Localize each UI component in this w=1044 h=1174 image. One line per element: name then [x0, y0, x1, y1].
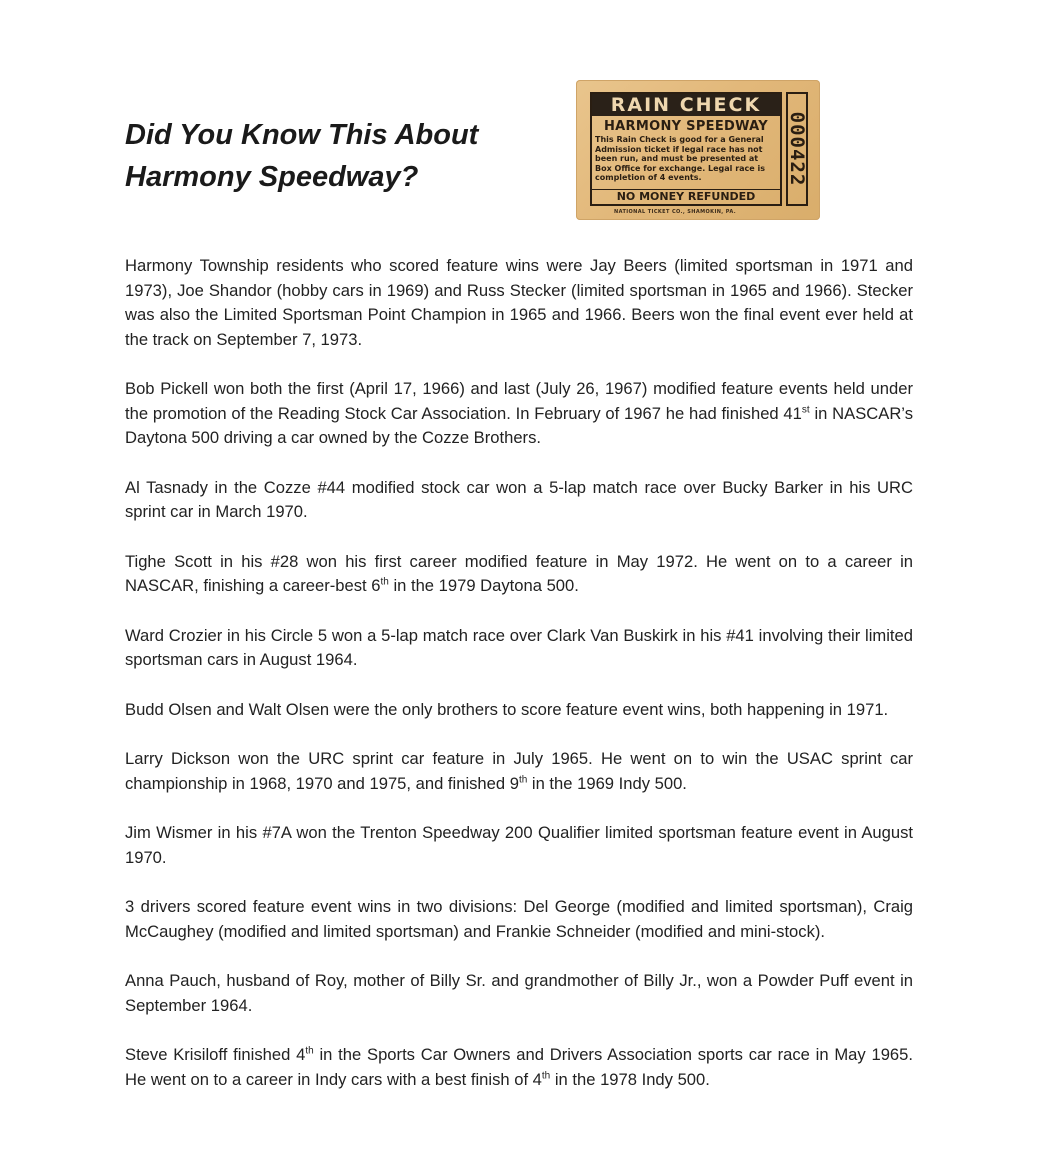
paragraph-text: in the 1969 Indy 500. — [527, 773, 687, 793]
ordinal-superscript: th — [541, 1069, 551, 1081]
ticket-main-panel — [590, 92, 782, 206]
ticket-header: RAIN CHECK — [592, 94, 780, 116]
paragraph-text: Harmony Township residents who scored feature wins were Jay Beers (limited sportsman in 1971 and 1973), Joe Shandor (hobby cars in 1969) and Russ Stecker (limited sportsman in 1965 and 1966). Stecker was also the Limited Sportsman Point Champion in 1965 and 1966. Beers won the final event ever held at the track on September 7, 1973. — [125, 256, 913, 349]
paragraph-text: Ward Crozier in his Circle 5 won a 5-lap match race over Clark Van Buskirk in his #41 involving their limited sportsman cars in August 1964. — [125, 625, 913, 669]
ordinal-superscript: th — [305, 1045, 314, 1057]
paragraph — [125, 698, 913, 723]
paragraph-text: in NASCAR’s Daytona 500 driving a car owned by the Cozze Brothers. — [125, 403, 913, 447]
ticket-printer-credit: NATIONAL TICKET CO., SHAMOKIN, PA. — [614, 209, 737, 215]
paragraph — [125, 821, 913, 870]
paragraph-text: Budd Olsen and Walt Olsen were the only brothers to score feature event wins, both happening in 1971. — [125, 699, 889, 719]
paragraph-text: Al Tasnady in the Cozze #44 modified stock car won a 5-lap match race over Bucky Barker in his URC sprint car in March 1970. — [125, 477, 913, 521]
ticket-venue-name: HARMONY SPEEDWAY — [604, 119, 768, 134]
ticket-serial-number: 000422 — [786, 111, 808, 187]
paragraph-text: in the 1979 Daytona 500. — [388, 576, 579, 595]
page-title-line-2: Harmony Speedway? — [125, 161, 419, 193]
paragraph-text: Tighe Scott in his #28 won his first career modified feature in May 1972. He went on to a career in NASCAR, finishing a career-best 6 — [125, 551, 913, 595]
ticket-number-panel — [786, 92, 808, 206]
ordinal-superscript: th — [518, 773, 528, 785]
paragraph — [125, 476, 913, 525]
article-body — [125, 254, 913, 1117]
paragraph-text: Steve Krisiloff finished 4 — [125, 1045, 306, 1064]
paragraph-text: Anna Pauch, husband of Roy, mother of Billy Sr. and grandmother of Billy Jr., won a Powder Puff event in September 1964. — [125, 971, 913, 1015]
page-title-line-1: Did You Know This About — [125, 119, 479, 151]
paragraph-text: Jim Wismer in his #7A won the Trenton Speedway 200 Qualifier limited sportsman feature event in August 1970. — [125, 823, 913, 867]
paragraph-text: Larry Dickson won the URC sprint car feature in July 1965. He went on to win the USAC sprint car championship in 1968, 1970 and 1975, and finished 9 — [125, 749, 913, 793]
paragraph — [125, 1043, 913, 1092]
paragraph — [125, 550, 913, 599]
paragraph — [125, 969, 913, 1018]
ordinal-superscript: th — [380, 576, 389, 588]
ticket-footer: NO MONEY REFUNDED — [592, 189, 780, 203]
paragraph-text: Bob Pickell won both the first (April 17, 1966) and last (July 26, 1967) modified feature events held under the promotion of the Reading Stock Car Association. In February of 1967 he had finished 41 — [125, 379, 913, 423]
paragraph-text: in the 1978 Indy 500. — [550, 1069, 710, 1089]
paragraph — [125, 747, 913, 796]
paragraph-text: in the Sports Car Owners and Drivers Association sports car race in May 1965. He went on to a career in Indy cars with a best finish of 4 — [125, 1045, 914, 1089]
ticket-fine-print: This Rain Check is good for a General Admission ticket if legal race has not been run, and must be presented at Box Office for exchange. Legal race is completion of 4 events. — [595, 135, 765, 183]
ordinal-superscript: st — [801, 403, 810, 415]
paragraph — [125, 377, 913, 451]
rain-check-ticket-image — [576, 80, 820, 220]
paragraph-text: 3 drivers scored feature event wins in two divisions: Del George (modified and limited sportsman), Craig McCaughey (modified and limited sportsman) and Frankie Schneider (modified and mini-stock). — [125, 897, 913, 941]
paragraph — [125, 895, 913, 944]
paragraph — [125, 254, 913, 352]
paragraph — [125, 624, 913, 673]
page-title — [125, 114, 555, 198]
